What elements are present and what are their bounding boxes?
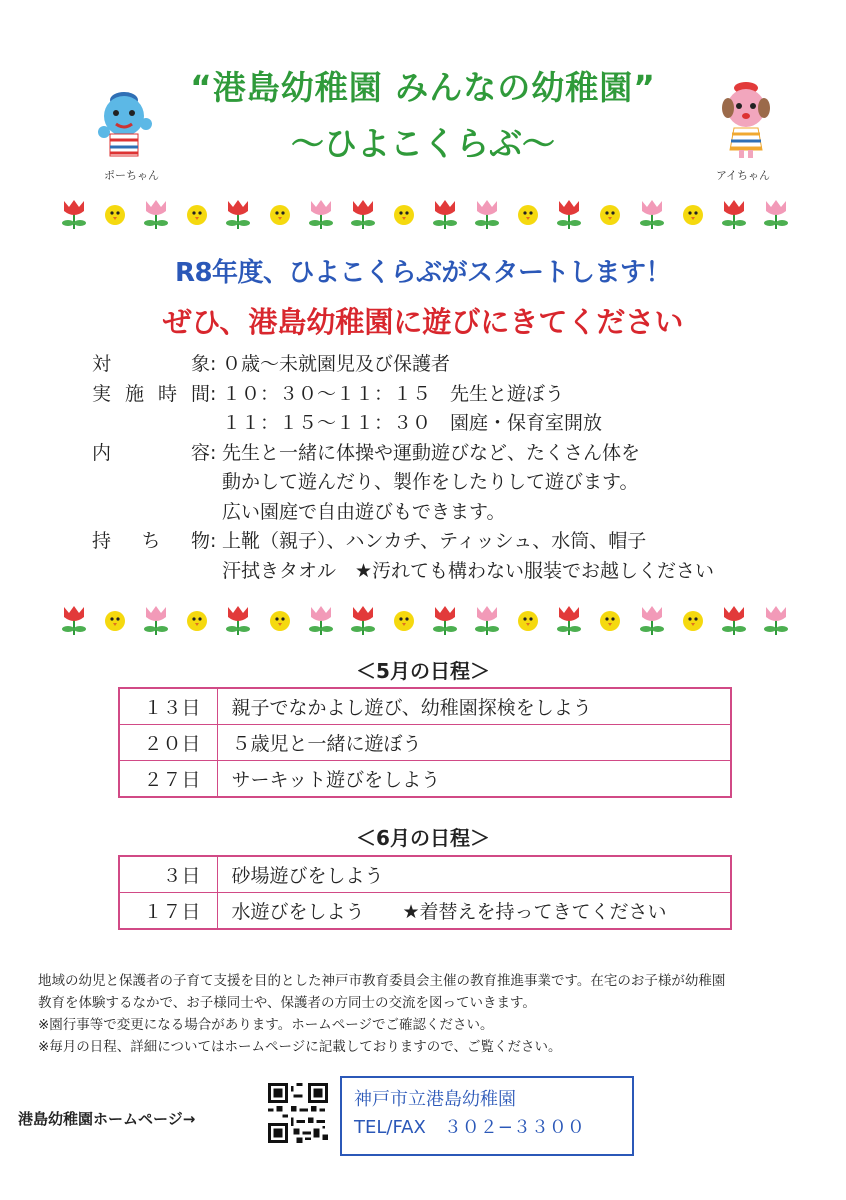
table-row	[119, 856, 731, 893]
items-label: 持 ち 物	[92, 530, 210, 552]
tulip-icon	[349, 603, 377, 637]
schedule-day: ３日	[119, 856, 217, 893]
tulip-icon	[60, 197, 88, 231]
chick-icon	[184, 607, 210, 633]
contact-box	[340, 1076, 634, 1156]
tulip-icon	[142, 197, 170, 231]
june-schedule-table	[118, 855, 732, 930]
table-row	[119, 893, 731, 930]
homepage-label: 港島幼稚園ホームページ→	[18, 1110, 196, 1128]
table-row	[119, 725, 731, 761]
mascot-po-image	[92, 86, 156, 166]
tulip-icon	[307, 603, 335, 637]
mascot-po-label: ポーちゃん	[104, 169, 159, 182]
chick-icon	[515, 607, 541, 633]
note-line: 地域の幼児と保護者の子育て支援を目的とした神戸市教育委員会主催の教育推進事業です。在宅のお子様が幼稚園	[38, 973, 726, 989]
schedule-activity: 砂場遊びをしよう	[217, 856, 731, 893]
tulip-icon	[431, 603, 459, 637]
chick-icon	[391, 201, 417, 227]
page-subtitle: ～ひよこくらぶ～	[291, 124, 555, 163]
tulip-icon	[473, 603, 501, 637]
decoration-row-middle	[60, 602, 790, 638]
tulip-icon	[638, 197, 666, 231]
school-name: 神戸市立港島幼稚園	[354, 1089, 516, 1110]
tulip-icon	[224, 603, 252, 637]
chick-icon	[267, 201, 293, 227]
chick-icon	[391, 607, 417, 633]
announcement-subhead: ぜひ、港島幼稚園に遊びにきてください	[162, 305, 684, 339]
tulip-icon	[555, 197, 583, 231]
schedule-day: １７日	[119, 893, 217, 930]
note-line: ※園行事等で変更になる場合があります。ホームページでご確認ください。	[38, 1017, 494, 1033]
tulip-icon	[60, 603, 88, 637]
qr-code-icon[interactable]	[268, 1083, 328, 1143]
tulip-icon	[473, 197, 501, 231]
tulip-icon	[555, 603, 583, 637]
tulip-icon	[720, 603, 748, 637]
note-line: 教育を体験するなかで、お子様同士や、保護者の方同士の交流を図っていきます。	[38, 995, 536, 1011]
target-value: ０歳～未就園児及び保護者	[222, 353, 451, 375]
schedule-day: ２０日	[119, 725, 217, 761]
chick-icon	[267, 607, 293, 633]
items-row: 持 ち 物 : 上靴（親子）、ハンカチ、ティッシュ、水筒、帽子	[92, 527, 714, 557]
details-section	[92, 350, 714, 586]
tulip-icon	[349, 197, 377, 231]
items-line-2: 汗拭きタオル ★汚れても構わない服装でお越しください	[222, 559, 715, 582]
tulip-icon	[142, 603, 170, 637]
time-row: 実 施 時 間 : １０：３０～１１：１５ 先生と遊ぼう	[92, 380, 714, 410]
tulip-icon	[431, 197, 459, 231]
chick-icon	[184, 201, 210, 227]
content-line-1: 先生と一緒に体操や運動遊びなど、たくさん体を	[222, 441, 641, 464]
tulip-icon	[638, 603, 666, 637]
may-schedule-table	[118, 687, 732, 798]
chick-icon	[680, 607, 706, 633]
tel-fax: TEL/FAX ３０２−３３００	[354, 1117, 585, 1138]
tulip-icon	[720, 197, 748, 231]
schedule-activity: サーキット遊びをしよう	[217, 761, 731, 798]
june-schedule-title: ＜6月の日程＞	[356, 826, 490, 850]
chick-icon	[680, 201, 706, 227]
schedule-activity: 親子でなかよし遊び、幼稚園探検をしよう	[217, 688, 731, 725]
time-value-2: １１：１５～１１：３０ 園庭・保育室開放	[222, 412, 603, 434]
content-line-3: 広い園庭で自由遊びもできます。	[222, 500, 506, 523]
chick-icon	[102, 607, 128, 633]
notes-section	[38, 970, 818, 1058]
time-value-1: １０：３０～１１：１５ 先生と遊ぼう	[222, 382, 565, 405]
tulip-icon	[224, 197, 252, 231]
items-line-1: 上靴（親子）、ハンカチ、ティッシュ、水筒、帽子	[222, 530, 647, 552]
schedule-day: １３日	[119, 688, 217, 725]
table-row	[119, 688, 731, 725]
schedule-activity: 水遊びをしよう ★着替えを持ってきてください	[217, 893, 731, 930]
mascot-ai-label: アイちゃん	[716, 169, 771, 182]
announcement-headline: R8年度、ひよこくらぶがスタートします！	[174, 258, 672, 288]
may-schedule-title: ＜5月の日程＞	[356, 659, 490, 683]
content-label: 内 容	[92, 441, 210, 464]
tulip-icon	[762, 197, 790, 231]
mascot-ai-image	[712, 78, 778, 162]
content-line-2: 動かして遊んだり、製作をしたりして遊びます。	[222, 471, 639, 493]
decoration-row-top	[60, 196, 790, 232]
note-line: ※毎月の日程、詳細についてはホームページに記載しておりますので、ご覧ください。	[38, 1039, 562, 1055]
content-row: 内 容 : 先生と一緒に体操や運動遊びなど、たくさん体を	[92, 439, 714, 469]
target-row: 対 象 : ０歳～未就園児及び保護者	[92, 350, 714, 380]
chick-icon	[515, 201, 541, 227]
schedule-activity: ５歳児と一緒に遊ぼう	[217, 725, 731, 761]
page-title: “港島幼稚園 みんなの幼稚園”	[190, 68, 656, 107]
target-label: 対 象	[92, 353, 210, 375]
tulip-icon	[307, 197, 335, 231]
tulip-icon	[762, 603, 790, 637]
time-label: 実 施 時 間	[92, 382, 210, 405]
chick-icon	[597, 201, 623, 227]
table-row	[119, 761, 731, 798]
chick-icon	[102, 201, 128, 227]
schedule-day: ２７日	[119, 761, 217, 798]
chick-icon	[597, 607, 623, 633]
